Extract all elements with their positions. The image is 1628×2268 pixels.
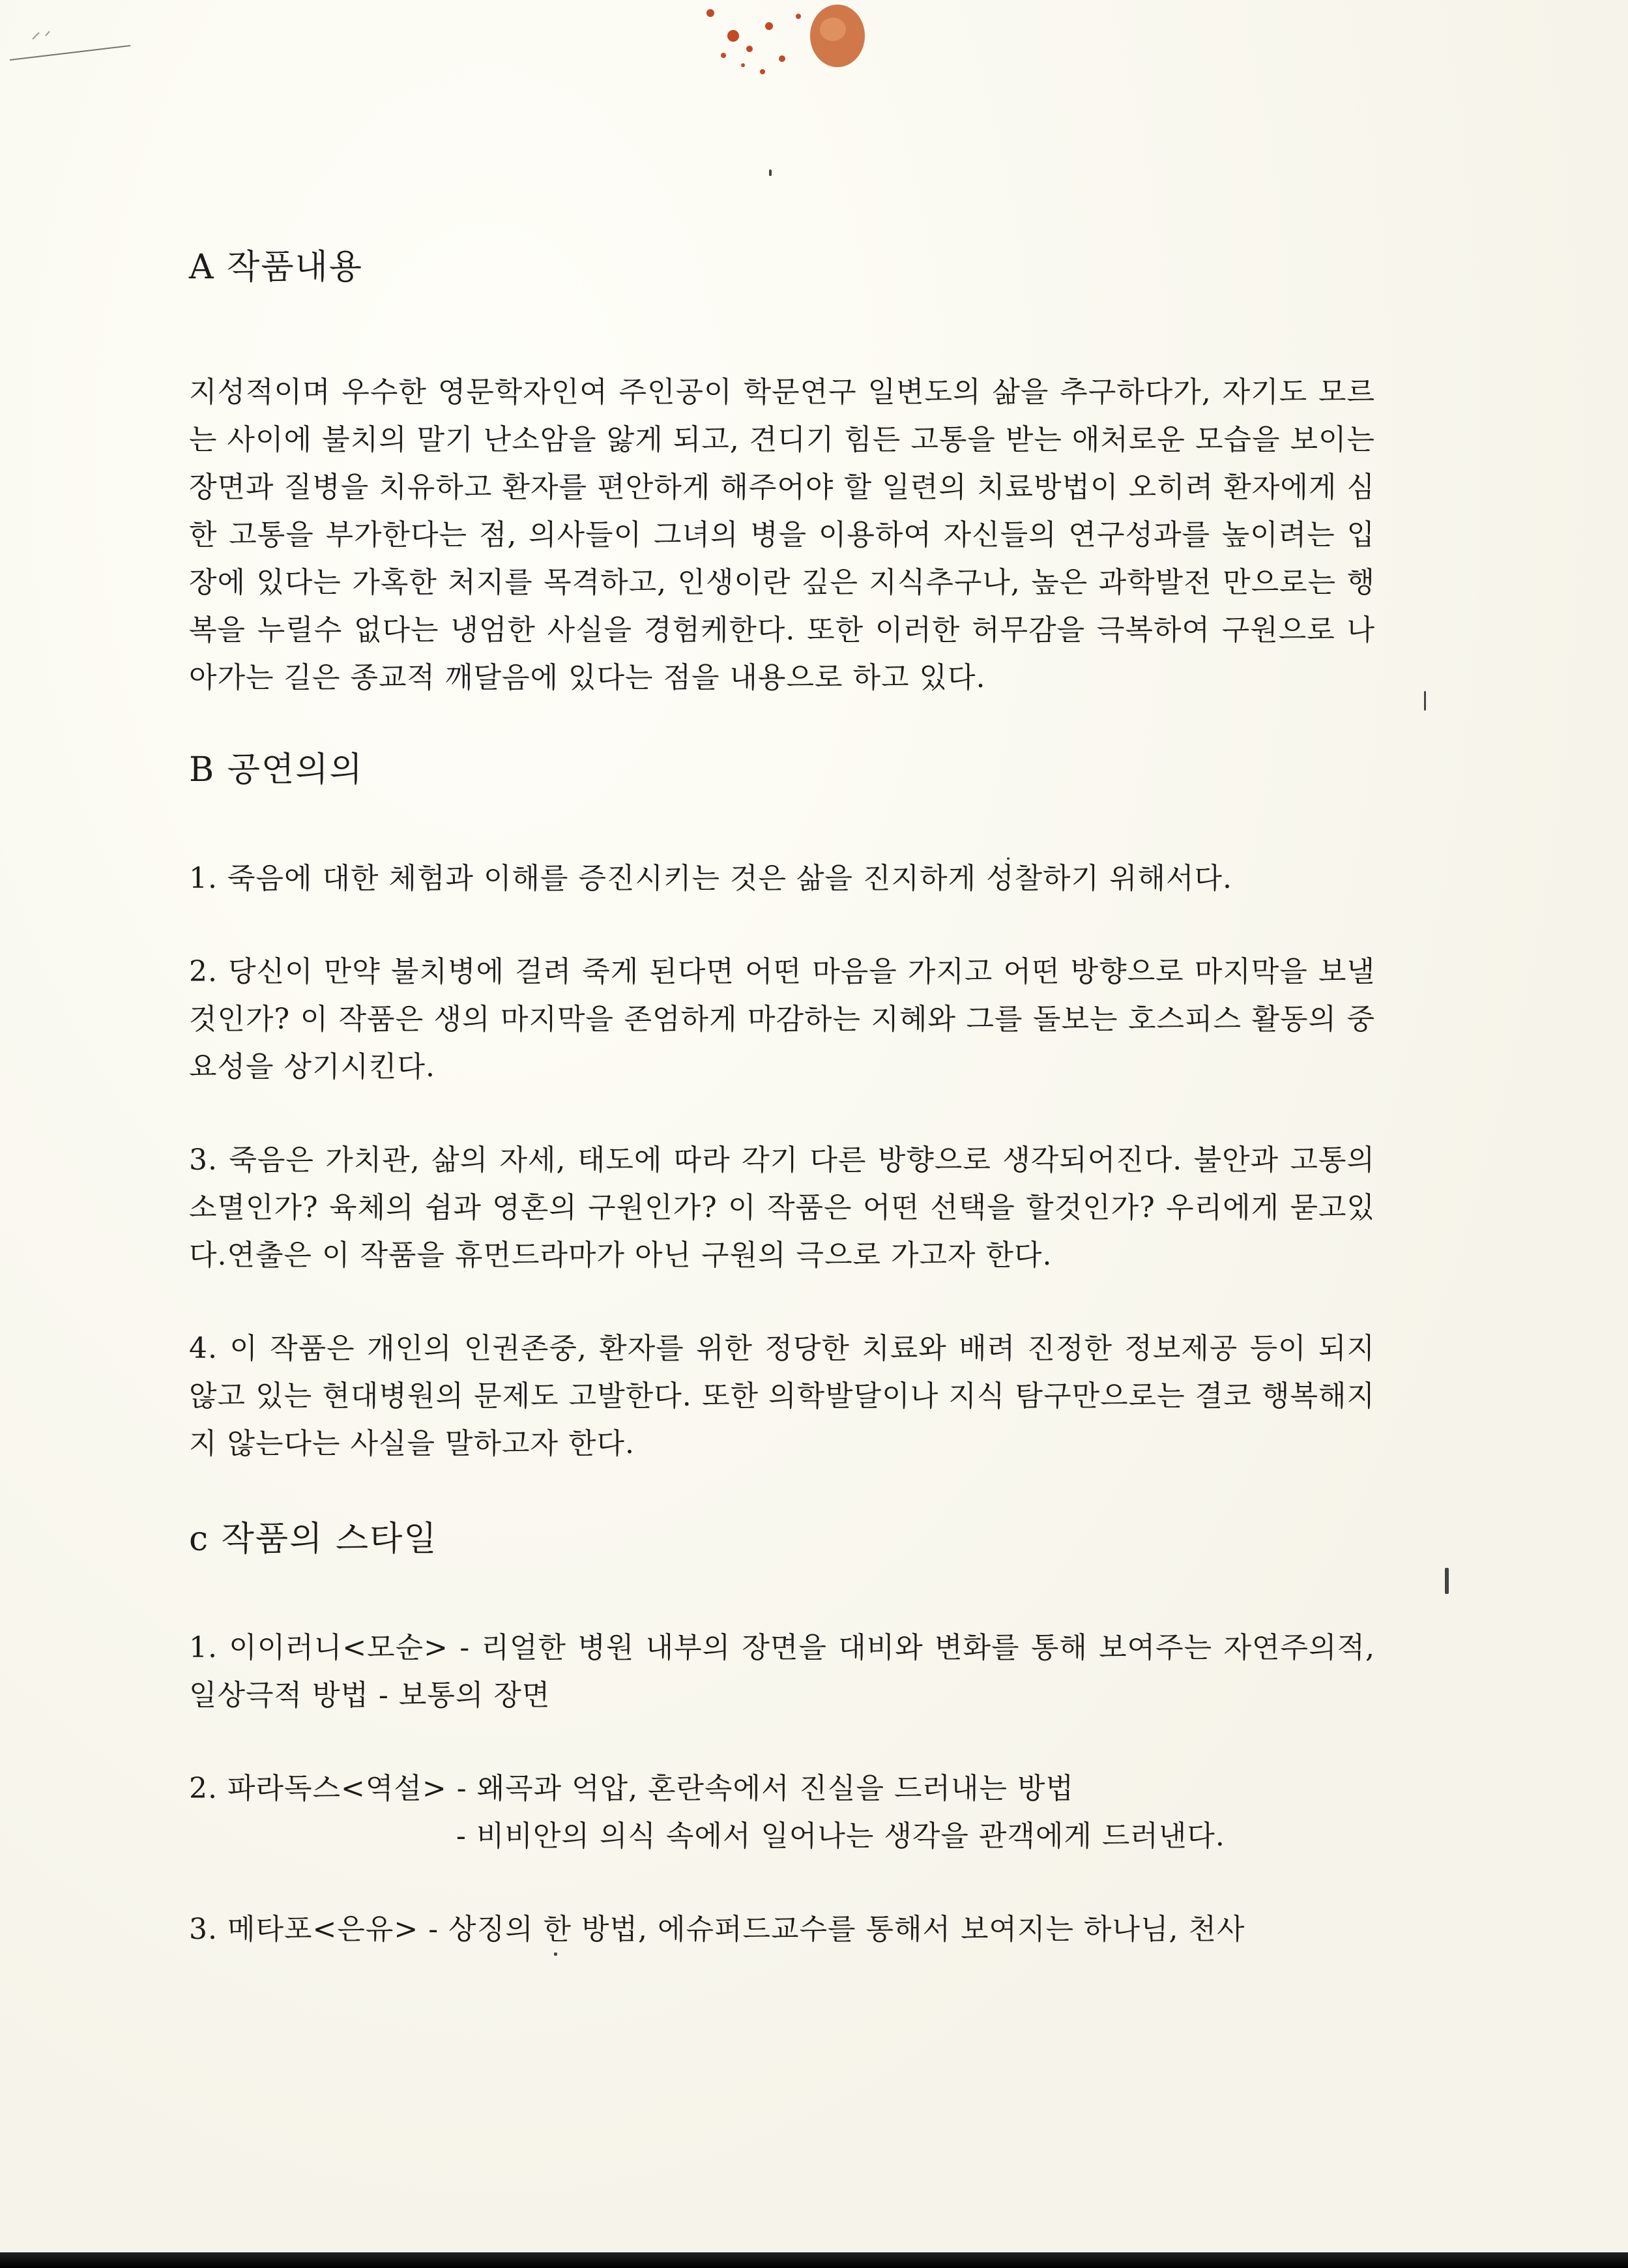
section-c-item-1: 1. 이이러니<모순> - 리얼한 병원 내부의 장면을 대비와 변화를 통해 보여주는 자연주의적, 일상극적 방법 - 보통의 장면 (189, 1631, 1375, 1712)
scan-bottom-edge (0, 2252, 1628, 2268)
section-c-item-2: 2. 파라독스<역설> - 왜곡과 억압, 혼란속에서 진실을 드러내는 방법 (189, 1772, 1075, 1805)
document-body (189, 241, 1375, 1953)
section-b-item-1: 1. 죽음에 대한 체험과 이해를 증진시키는 것은 삶을 진지하게 성찰하기 위해서다. (189, 862, 1232, 895)
scan-edge-mark (7, 20, 137, 65)
section-c-item-2-continuation: - 비비안의 의식 속에서 일어나는 생각을 관객에게 드러낸다. (456, 1819, 1225, 1853)
speck-mark (1424, 691, 1426, 711)
section-c-item-3: 3. 메타포<은유> - 상징의 한 방법, 에슈퍼드교수를 통해서 보여지는 하나님, 천사 (189, 1913, 1245, 1946)
speck-mark (1445, 1568, 1449, 1594)
section-b-heading: B 공연의의 (189, 750, 364, 789)
section-b-item-3: 3. 죽음은 가치관, 삶의 자세, 태도에 따라 각기 다른 방향으로 생각되어진다. 불안과 고통의 소멸인가? 육체의 쉼과 영혼의 구원인가? 이 작품은 어떤 선택을 할것인가? 우리에게 묻고있다.연출은 이 작품을 휴먼드라마가 아닌 구원의 극으로 가고자 한다. (189, 1143, 1375, 1272)
section-a-paragraph: 지성적이며 우수한 영문학자인여 주인공이 학문연구 일변도의 삶을 추구하다가, 자기도 모르는 사이에 불치의 말기 난소암을 앓게 되고, 견디기 힘든 고통을 받는 애처로운 모습을 보이는 장면과 질병을 치유하고 환자를 편안하게 해주어야 할 일련의 치료방법이 오히려 환자에게 심한 고통을 부가한다는 점, 의사들이 그녀의 병을 이용하여 자신들의 연구성과를 높이려는 입장에 있다는 가혹한 처지를 목격하고, 인생이란 깊은 지식추구나, 높은 과학발전 만으로는 행복을 누릴수 없다는 냉엄한 사실을 경험케한다. 또한 이러한 허무감을 극복하여 구원으로 나아가는 길은 종교적 깨달음에 있다는 점을 내용으로 하고 있다. (189, 376, 1375, 694)
section-b-item-2: 2. 당신이 만약 불치병에 걸려 죽게 된다면 어떤 마음을 가지고 어떤 방향으로 마지막을 보낼것인가? 이 작품은 생의 마지막을 존엄하게 마감하는 지혜와 그를 돌보는 호스피스 활동의 중요성을 상기시킨다. (189, 955, 1375, 1083)
section-b-item-4: 4. 이 작품은 개인의 인권존중, 환자를 위한 정당한 치료와 배려 진정한 정보제공 등이 되지 않고 있는 현대병원의 문제도 고발한다. 또한 의학발달이나 지식 탐구만으로는 결코 행복해지지 않는다는 사실을 말하고자 한다. (189, 1332, 1375, 1460)
section-c-heading: c 작품의 스타일 (189, 1520, 438, 1559)
stain-mark (671, 0, 880, 85)
speck-mark (769, 169, 772, 176)
section-a-heading: A 작품내용 (189, 248, 364, 287)
